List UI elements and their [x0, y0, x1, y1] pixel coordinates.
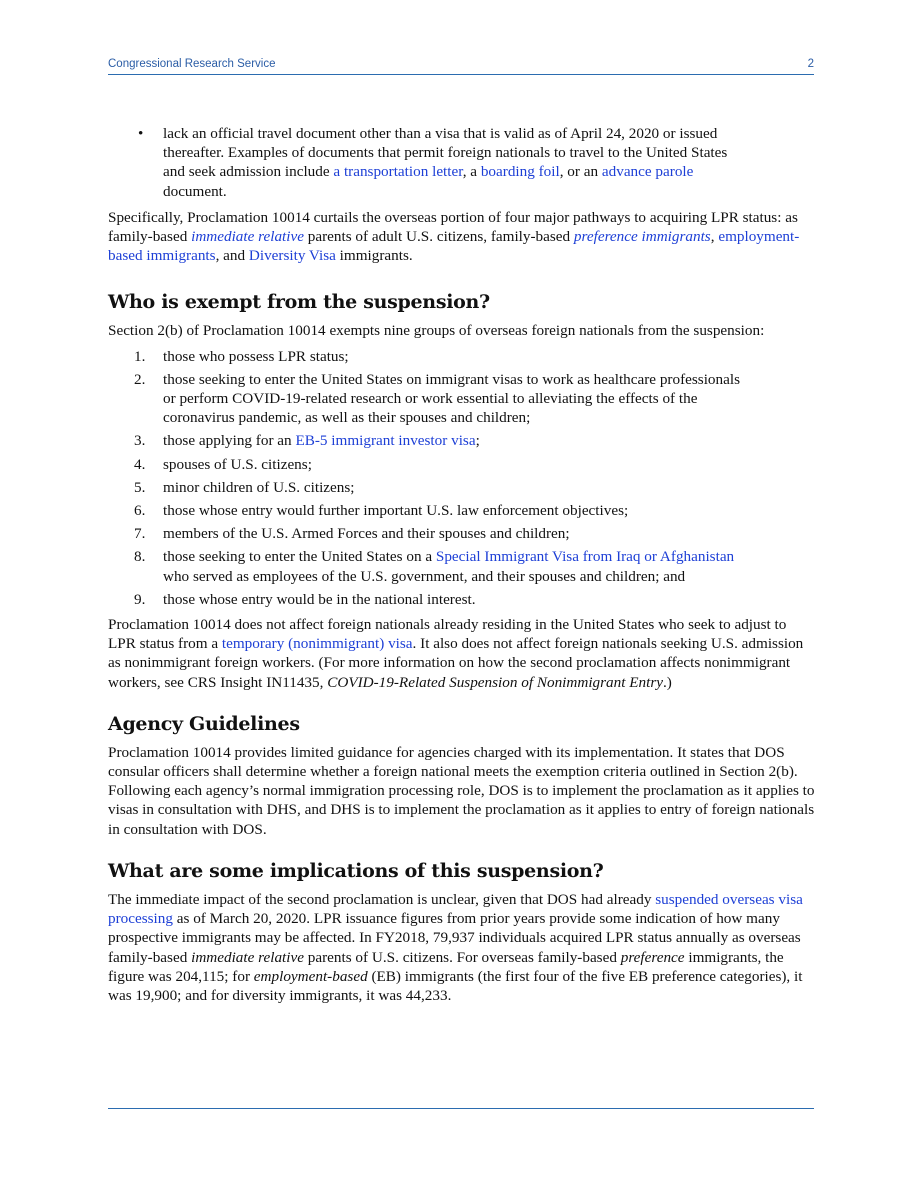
heading-implications: What are some implications of this suspension? [108, 859, 604, 882]
page-content [108, 124, 816, 1011]
list-item: 6. those whose entry would further important U.S. law enforcement objectives; [134, 502, 629, 520]
heading-agency-guidelines: Agency Guidelines [108, 712, 300, 735]
running-header [108, 58, 814, 74]
link-boarding-foil[interactable]: boarding foil [480, 163, 560, 181]
paragraph-pathways: Specifically, Proclamation 10014 curtails the overseas portion of four major pathways to acquiring LPR status: as family-based immediate relative parents of adult U.S. citizens, family-based preference immigrants, employment-based immigrants, and Diversity Visa immigrants. [108, 208, 800, 265]
paragraph-nonimmigrant: Proclamation 10014 does not affect foreign nationals already residing in the United States who seek to adjust to LPR status from a temporary (nonimmigrant) visa. It also does not affect foreign nationals seeking U.S. admission as nonimmigrant foreign workers. (For more information on how the second proclamation affects nonimmigrant workers, see CRS Insight IN11435, COVID-19-Related Suspension of Nonimmigrant Entry.) [108, 616, 804, 691]
link-special-immigrant-visa[interactable]: Special Immigrant Visa from Iraq or Afghanistan [435, 548, 735, 566]
list-item: 3. those applying for an EB-5 immigrant investor visa; [134, 432, 480, 450]
link-advance-parole[interactable]: advance parole [601, 163, 694, 181]
footer-rule [108, 1108, 814, 1109]
list-item: 8. those seeking to enter the United States on a Special Immigrant Visa from Iraq or Afghanistan who served as employees of the U.S. government, and their spouses and children; and [134, 548, 735, 585]
list-item: 1. those who possess LPR status; [134, 347, 349, 365]
header-rule [108, 74, 814, 75]
heading-exemptions: Who is exempt from the suspension? [108, 291, 490, 314]
bullet-item: • lack an official travel document other than a visa that is valid as of April 24, 2020 or issued thereafter. Examples of documents that permit foreign nationals to travel to the United States and seek admission include a transportation letter, a boarding foil, or an advance parole document. [138, 125, 728, 200]
list-item: 2. those seeking to enter the United States on immigrant visas to work as healthcare professionals or perform COVID-19-related research or work essential to alleviating the effects of the coronavirus pandemic, as well as their spouses and children; [134, 370, 740, 427]
list-item: 4. spouses of U.S. citizens; [134, 455, 312, 473]
link-employment-based-immigrants[interactable]: employment-based immigrants [108, 228, 800, 265]
paragraph-implications: The immediate impact of the second proclamation is unclear, given that DOS had already suspended overseas visa processing as of March 20, 2020. LPR issuance figures from prior years provide some indication of how many prospective immigrants may be affected. In FY2018, 79,937 individuals acquired LPR status annually as overseas family-based immediate relative parents of U.S. citizens. For overseas family-based preference immigrants, the figure was 204,115; for employment-based (EB) immigrants (the first four of the five EB preference categories), it was 19,900; and for diversity immigrants, it was 44,233. [108, 890, 803, 1004]
header-source: Congressional Research Service [108, 58, 276, 70]
link-eb5-visa[interactable]: EB-5 immigrant investor visa [295, 432, 476, 450]
report-title: COVID-19-Related Suspension of Nonimmigrant Entry [327, 673, 663, 691]
bullet-icon: • [138, 125, 144, 142]
list-item: 7. members of the U.S. Armed Forces and their spouses and children; [134, 525, 570, 543]
link-immediate-relative[interactable]: immediate relative [191, 228, 304, 246]
link-temporary-visa[interactable]: temporary (nonimmigrant) visa [221, 635, 413, 653]
paragraph-exemptions-intro: Section 2(b) of Proclamation 10014 exempts nine groups of overseas foreign nationals from the suspension: [108, 322, 765, 340]
link-suspended-visa-processing[interactable]: suspended overseas visa processing [108, 890, 803, 928]
link-transportation-letter[interactable]: a transportation letter [333, 163, 463, 181]
list-item: 5. minor children of U.S. citizens; [134, 478, 355, 496]
list-item: 9. those whose entry would be in the national interest. [134, 590, 476, 608]
link-preference-immigrants[interactable]: preference immigrants [573, 228, 711, 246]
paragraph-agency-guidelines: Proclamation 10014 provides limited guidance for agencies charged with its implementation. It states that DOS consular officers shall determine whether a foreign national meets the exemption criteria outlined in Section 2(b). Following each agency’s normal immigration processing role, DOS is to implement the proclamation as it applies to visas in consultation with DHS, and DHS is to implement the proclamation as it applies to entry of foreign nationals in consultation with DOS. [108, 743, 815, 838]
page-number: 2 [807, 58, 814, 70]
exemption-list [108, 347, 816, 609]
link-diversity-visa[interactable]: Diversity Visa [248, 247, 336, 265]
